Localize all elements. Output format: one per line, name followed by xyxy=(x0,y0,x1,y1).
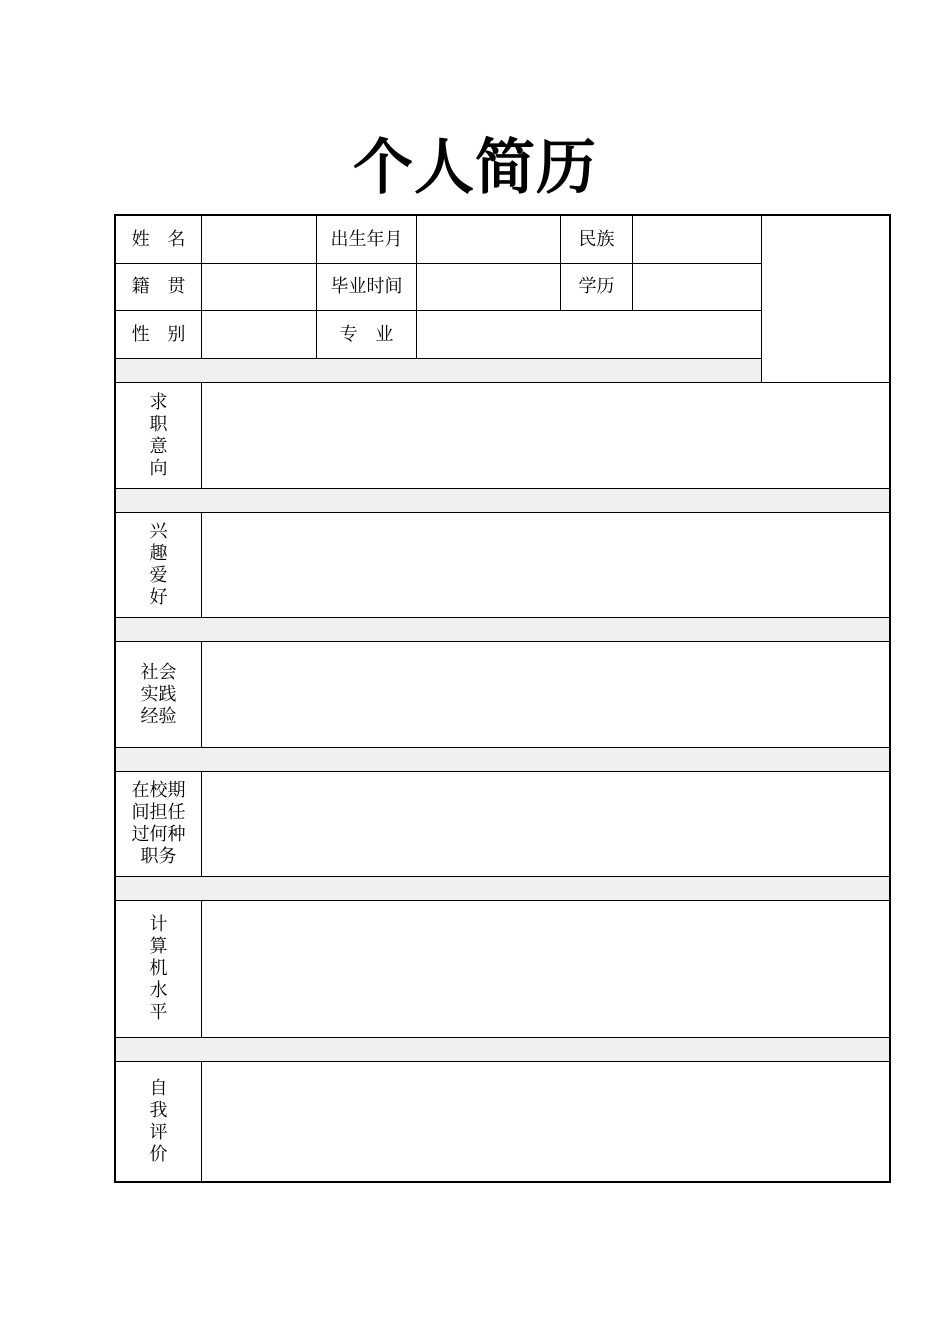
major-label xyxy=(317,311,417,359)
native-place-label xyxy=(116,264,202,311)
education-label xyxy=(561,264,633,311)
birth-label-text: 出生年月 xyxy=(330,228,403,250)
ethnicity-label-text: 民族 xyxy=(578,228,615,250)
hobbies-field[interactable] xyxy=(202,513,889,618)
page-title: 个人简历 xyxy=(353,133,597,203)
education-label-text: 学历 xyxy=(578,276,615,297)
self-evaluation-field[interactable] xyxy=(202,1062,889,1181)
name-field[interactable] xyxy=(202,216,317,264)
computer-level-label xyxy=(116,901,202,1038)
name-label-text: 姓 名 xyxy=(131,228,192,250)
name-label xyxy=(116,216,202,264)
computer-level-field[interactable] xyxy=(202,901,889,1038)
school-positions-label-text: 在校期间担任过何种职务 xyxy=(131,780,186,867)
section-divider xyxy=(116,359,762,383)
section-divider xyxy=(116,618,889,642)
graduation-label xyxy=(317,264,417,311)
section-divider xyxy=(116,1038,889,1062)
graduation-field[interactable] xyxy=(417,264,561,311)
social-practice-label xyxy=(116,642,202,748)
section-divider xyxy=(116,877,889,901)
resume-table xyxy=(114,214,891,1183)
native-place-label-text: 籍 贯 xyxy=(131,276,192,297)
education-field[interactable] xyxy=(633,264,762,311)
gender-label-text: 性 别 xyxy=(131,323,192,345)
gender-field[interactable] xyxy=(202,311,317,359)
native-place-field[interactable] xyxy=(202,264,317,311)
social-practice-label-text: 社会实践经验 xyxy=(140,661,177,727)
job-intention-label xyxy=(116,383,202,489)
birth-field[interactable] xyxy=(417,216,561,264)
self-evaluation-label-text: 自我评价 xyxy=(149,1077,168,1165)
section-divider xyxy=(116,748,889,772)
ethnicity-field[interactable] xyxy=(633,216,762,264)
school-positions-field[interactable] xyxy=(202,772,889,877)
self-evaluation-label xyxy=(116,1062,202,1181)
computer-level-label-text: 计算机水平 xyxy=(149,914,168,1023)
major-label-text: 专 业 xyxy=(339,323,400,345)
hobbies-label xyxy=(116,513,202,618)
hobbies-label-text: 兴趣爱好 xyxy=(149,521,168,608)
section-divider xyxy=(116,489,889,513)
social-practice-field[interactable] xyxy=(202,642,889,748)
graduation-label-text: 毕业时间 xyxy=(330,276,403,297)
ethnicity-label xyxy=(561,216,633,264)
job-intention-field[interactable] xyxy=(202,383,889,489)
gender-label xyxy=(116,311,202,359)
birth-label xyxy=(317,216,417,264)
major-field[interactable] xyxy=(417,311,762,359)
photo-area[interactable] xyxy=(762,216,889,383)
school-positions-label xyxy=(116,772,202,877)
job-intention-label-text: 求职意向 xyxy=(149,391,168,479)
